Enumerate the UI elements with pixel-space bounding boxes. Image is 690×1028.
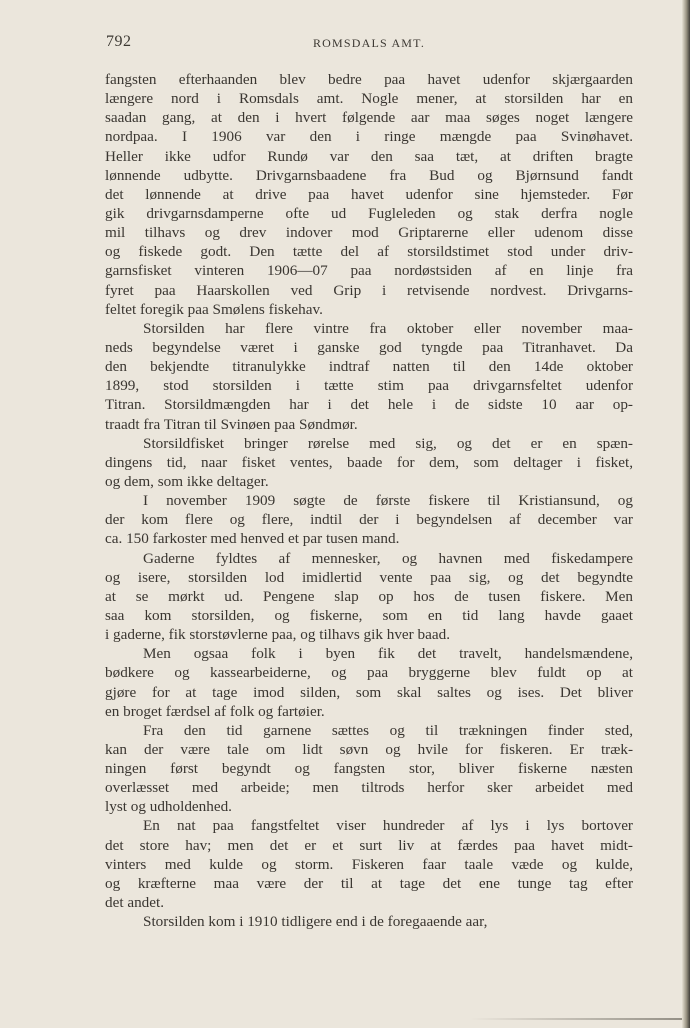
body-text (105, 70, 633, 931)
text-line: længere nord i Romsdals amt. Nogle mener, at storsilden har en (105, 90, 633, 108)
text-line: ca. 150 farkoster med henved et par tusen mand. (105, 530, 400, 548)
text-line: og kræfterne maa være der til at tage det ene tunge tag efter (105, 874, 633, 892)
paragraph (105, 434, 633, 491)
text-line: mil tilhavs og drev indover mod Griptarerne eller udenom disse (105, 224, 633, 242)
text-line: det lønnende at drive paa havet udenfor sine hjemsteder. Før (105, 185, 633, 203)
text-line: Storsilden har flere vintre fra oktober eller november maa- (143, 319, 633, 337)
running-title: ROMSDALS AMT. (312, 36, 426, 50)
text-line: i gaderne, fik storstøvlerne paa, og tilhavs gik hver baad. (105, 626, 450, 644)
text-line: og fiskede godt. Den tætte del af storsildstimet stod under driv- (105, 243, 633, 261)
text-line: en broget færdsel af folk og fartøier. (105, 702, 325, 720)
text-line: saa kom storsilden, og fiskerne, som en tid lang havde gaaet (105, 606, 633, 624)
text-line: der kom flere og flere, indtil der i begyndelsen af december var (105, 511, 633, 529)
paragraph (105, 491, 633, 548)
text-line: det store hav; men det er et surt liv at færdes paa havet midt- (105, 836, 633, 854)
text-line: dingens tid, naar fisket ventes, baade for dem, som deltager i fisket, (105, 453, 633, 471)
paragraph (105, 912, 633, 931)
text-line: nordpaa. I 1906 var den i ringe mængde paa Svinøhavet. (105, 128, 633, 146)
text-line: og dem, som ikke deltager. (105, 472, 269, 490)
text-line: bødkere og kassearbeiderne, og paa bryggerne blev fuldt op at (105, 664, 633, 682)
text-line: saadan gang, at den i hvert følgende aar maa søges noget længere (105, 109, 633, 127)
text-line: Gaderne fyldtes af mennesker, og havnen med fiskedampere (143, 549, 633, 567)
text-line: vinters med kulde og storm. Fiskeren faar taale væde og kulde, (105, 855, 633, 873)
text-line: fangsten efterhaanden blev bedre paa havet udenfor skjærgaarden (105, 71, 633, 88)
text-line: fyret paa Haarskollen ved Grip i retvisende nordvest. Drivgarns- (105, 281, 633, 299)
text-line: Titran. Storsildmængden har i det hele i de sidste 10 aar op- (105, 396, 633, 414)
text-line: og isere, storsilden lod imidlertid vente paa sig, og det begyndte (105, 568, 633, 586)
text-line: gjøre for at tage imod silden, som skal saltes og ises. Det bliver (105, 683, 633, 701)
text-line: Men ogsaa folk i byen fik det travelt, handelsmændene, (143, 645, 633, 663)
text-line: garnsfisket vinteren 1906—07 paa nordøstsiden af en linje fra (105, 262, 633, 280)
page-edge-shadow (682, 0, 690, 1028)
page-bottom-edge (470, 1018, 682, 1020)
text-line: Fra den tid garnene sættes og til trækningen finder sted, (143, 721, 633, 739)
page-number: 792 (106, 33, 132, 50)
text-line: at se mørkt ud. Pengene slap op hos de tusen fiskere. Men (105, 587, 633, 605)
text-line: I november 1909 søgte de første fiskere til Kristiansund, og (143, 492, 633, 510)
text-line: neds begyndelse været i ganske god tyngde paa Titranhavet. Da (105, 338, 633, 356)
page-header (104, 33, 634, 53)
text-line: feltet foregik paa Smølens fiskehav. (105, 300, 323, 318)
text-line: ningen først begyndt og fangsten stor, bliver fiskerne næsten (105, 760, 633, 778)
text-line: lønnende udbytte. Drivgarnsbaadene fra Bud og Bjørnsund fandt (105, 166, 633, 184)
paragraph (105, 319, 633, 434)
paragraph (105, 70, 633, 319)
text-line: En nat paa fangstfeltet viser hundreder af lys i lys bortover (143, 817, 633, 835)
text-line: kan der være tale om lidt søvn og hvile for fiskeren. Er træk- (105, 740, 633, 758)
paragraph (105, 644, 633, 721)
text-line: gik drivgarnsdamperne ofte ud Fugleleden og stak derfra nogle (105, 204, 633, 222)
text-line: Heller ikke udfor Rundø var den saa tæt, at driften bragte (105, 147, 633, 165)
text-line: Storsilden kom i 1910 tidligere end i de foregaaende aar, (143, 913, 488, 931)
text-line: traadt fra Titran til Svinøen paa Søndmør. (105, 415, 358, 433)
text-line: den bekjendte titranulykke indtraf natten til den 14de oktober (105, 358, 633, 376)
text-line: Storsildfisket bringer rørelse med sig, og det er en spæn- (143, 434, 633, 452)
text-line: overlæsset med arbeide; men tiltrods herfor sker arbeidet med (105, 779, 633, 797)
text-line: 1899, stod storsilden i tætte stim paa drivgarnsfeltet udenfor (105, 377, 633, 395)
paragraph (105, 816, 633, 912)
text-line: det andet. (105, 894, 165, 912)
text-line: lyst og udholdenhed. (105, 798, 232, 816)
paragraph (105, 549, 633, 645)
paragraph (105, 721, 633, 817)
